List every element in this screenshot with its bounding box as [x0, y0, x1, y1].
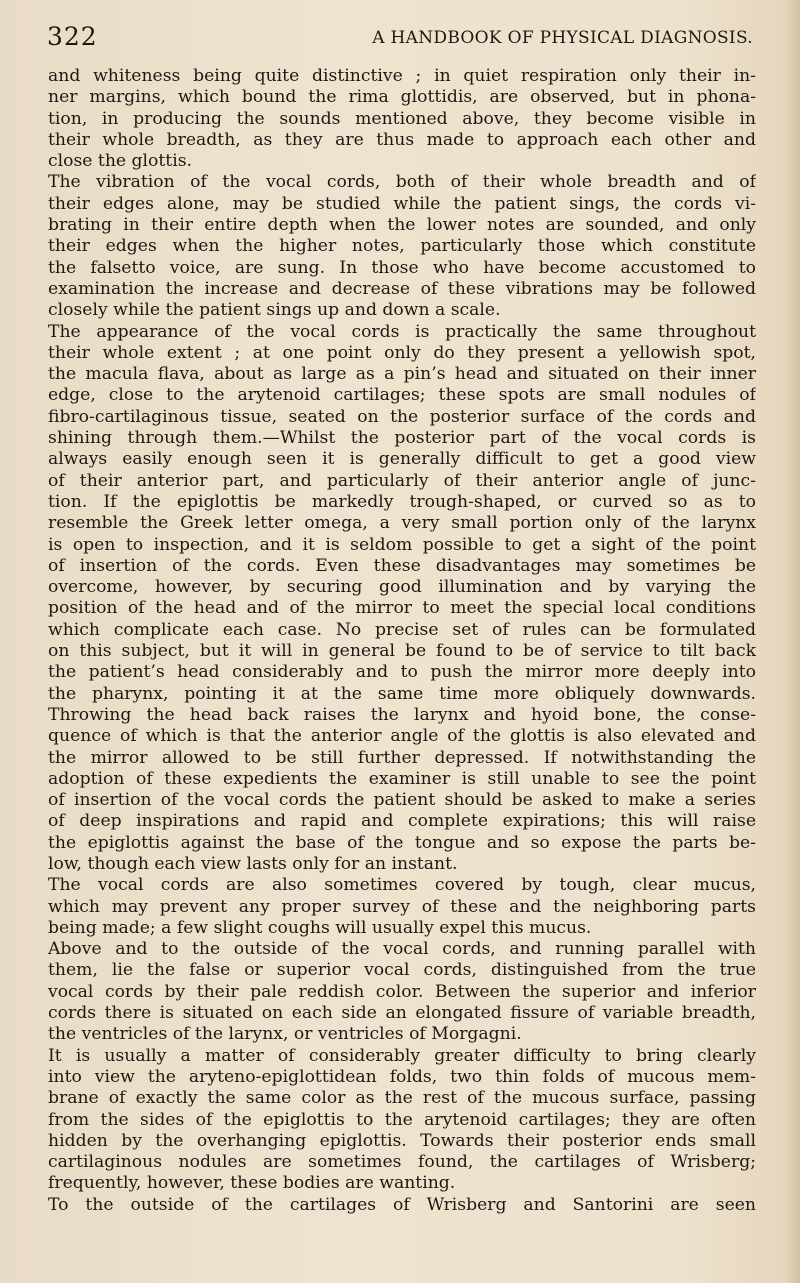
- text-line: hidden by the overhanging epiglottis. Towards their posterior ends small: [48, 1130, 756, 1151]
- text-line: closely while the patient sings up and down a scale.: [48, 300, 501, 321]
- text-line: ner margins, which bound the rima glottidis, are observed, but in phona-: [48, 87, 756, 108]
- text-line: the ventricles of the larynx, or ventricles of Morgagni.: [48, 1024, 522, 1045]
- text-line: cartilaginous nodules are sometimes found, the cartilages of Wrisberg;: [48, 1152, 756, 1173]
- text-line: the pharynx, pointing it at the same time more obliquely downwards.: [48, 683, 756, 704]
- text-line: vocal cords by their pale reddish color. Between the superior and inferior: [48, 981, 756, 1002]
- text-line: and whiteness being quite distinctive ; in quiet respiration only their in-: [48, 66, 756, 86]
- text-line: close the glottis.: [48, 151, 192, 172]
- text-line: their whole extent ; at one point only do they present a yellowish spot,: [48, 342, 756, 363]
- text-line: The vibration of the vocal cords, both of their whole breadth and of: [48, 172, 756, 193]
- text-line: brane of exactly the same color as the rest of the mucous surface, passing: [48, 1088, 756, 1109]
- text-line: the mirror allowed to be still further depressed. If notwithstanding the: [48, 747, 756, 768]
- text-line: frequently, however, these bodies are wanting.: [48, 1173, 456, 1194]
- text-line: of insertion of the vocal cords the patient should be asked to make a series: [48, 790, 756, 811]
- text-line: which complicate each case. No precise set of rules can be formulated: [48, 619, 756, 640]
- text-line: of their anterior part, and particularly of their anterior angle of junc-: [48, 470, 756, 491]
- page-edge: [786, 0, 800, 1283]
- text-line: Above and to the outside of the vocal cords, and running parallel with: [48, 939, 756, 960]
- text-line: examination the increase and decrease of these vibrations may be followed: [48, 278, 756, 299]
- text-line: of deep inspirations and rapid and complete expirations; this will raise: [48, 811, 756, 832]
- text-line: of insertion of the cords. Even these disadvantages may sometimes be: [48, 555, 756, 576]
- text-line: low, though each view lasts only for an instant.: [48, 853, 458, 874]
- text-line: which may prevent any proper survey of these and the neighboring parts: [48, 896, 756, 917]
- text-line: brating in their entire depth when the lower notes are sounded, and only: [48, 215, 756, 236]
- text-line: their whole breadth, as they are thus made to approach each other and: [48, 129, 756, 150]
- text-line: on this subject, but it will in general be found to be of service to tilt back: [48, 641, 756, 662]
- page-header: [47, 20, 753, 54]
- text-line: their edges when the higher notes, particularly those which constitute: [48, 236, 756, 257]
- text-line: adoption of these expedients the examiner is still unable to see the point: [48, 768, 756, 789]
- running-head: A HANDBOOK OF PHYSICAL DIAGNOSIS.: [372, 28, 753, 48]
- text-line: overcome, however, by securing good illumination and by varying the: [48, 577, 756, 598]
- text-line: always easily enough seen it is generally difficult to get a good view: [48, 449, 756, 470]
- text-line: tion, in producing the sounds mentioned above, they become visible in: [48, 108, 756, 129]
- text-line: them, lie the false or superior vocal cords, distinguished from the true: [48, 960, 756, 981]
- text-line: their edges alone, may be studied while the patient sings, the cords vi-: [48, 193, 756, 214]
- text-line: shining through them.—Whilst the posterior part of the vocal cords is: [48, 428, 756, 449]
- page-number: 322: [47, 22, 98, 51]
- text-line: the epiglottis against the base of the tongue and so expose the parts be-: [48, 832, 756, 853]
- text-line: The appearance of the vocal cords is practically the same throughout: [48, 321, 756, 342]
- text-line: being made; a few slight coughs will usually expel this mucus.: [48, 917, 592, 938]
- text-line: The vocal cords are also sometimes covered by tough, clear mucus,: [48, 875, 756, 896]
- text-line: fibro-cartilaginous tissue, seated on the posterior surface of the cords and: [48, 406, 756, 427]
- text-line: Throwing the head back raises the larynx and hyoid bone, the conse-: [48, 704, 756, 725]
- text-line: quence of which is that the anterior angle of the glottis is also elevated and: [48, 726, 756, 747]
- text-line: the falsetto voice, are sung. In those who have become accustomed to: [48, 257, 756, 278]
- text-line: the macula flava, about as large as a pin’s head and situated on their inner: [48, 364, 756, 385]
- text-line: cords there is situated on each side an elongated fissure of variable breadth,: [48, 1003, 756, 1024]
- text-line: resemble the Greek letter omega, a very small portion only of the larynx: [48, 513, 756, 534]
- text-line: is open to inspection, and it is seldom possible to get a sight of the point: [48, 534, 756, 555]
- text-line: into view the aryteno-epiglottidean folds, two thin folds of mucous mem-: [48, 1066, 756, 1087]
- text-line: edge, close to the arytenoid cartilages; these spots are small nodules of: [48, 385, 756, 406]
- body-text: [48, 66, 756, 1216]
- text-line: tion. If the epiglottis be markedly trough-shaped, or curved so as to: [48, 491, 756, 512]
- text-line: To the outside of the cartilages of Wrisberg and Santorini are seen: [48, 1194, 756, 1215]
- text-line: the patient’s head considerably and to push the mirror more deeply into: [48, 662, 756, 683]
- text-line: It is usually a matter of considerably greater difficulty to bring clearly: [48, 1045, 756, 1066]
- text-line: position of the head and of the mirror to meet the special local conditions: [48, 598, 756, 619]
- text-line: from the sides of the epiglottis to the arytenoid cartilages; they are often: [48, 1109, 756, 1130]
